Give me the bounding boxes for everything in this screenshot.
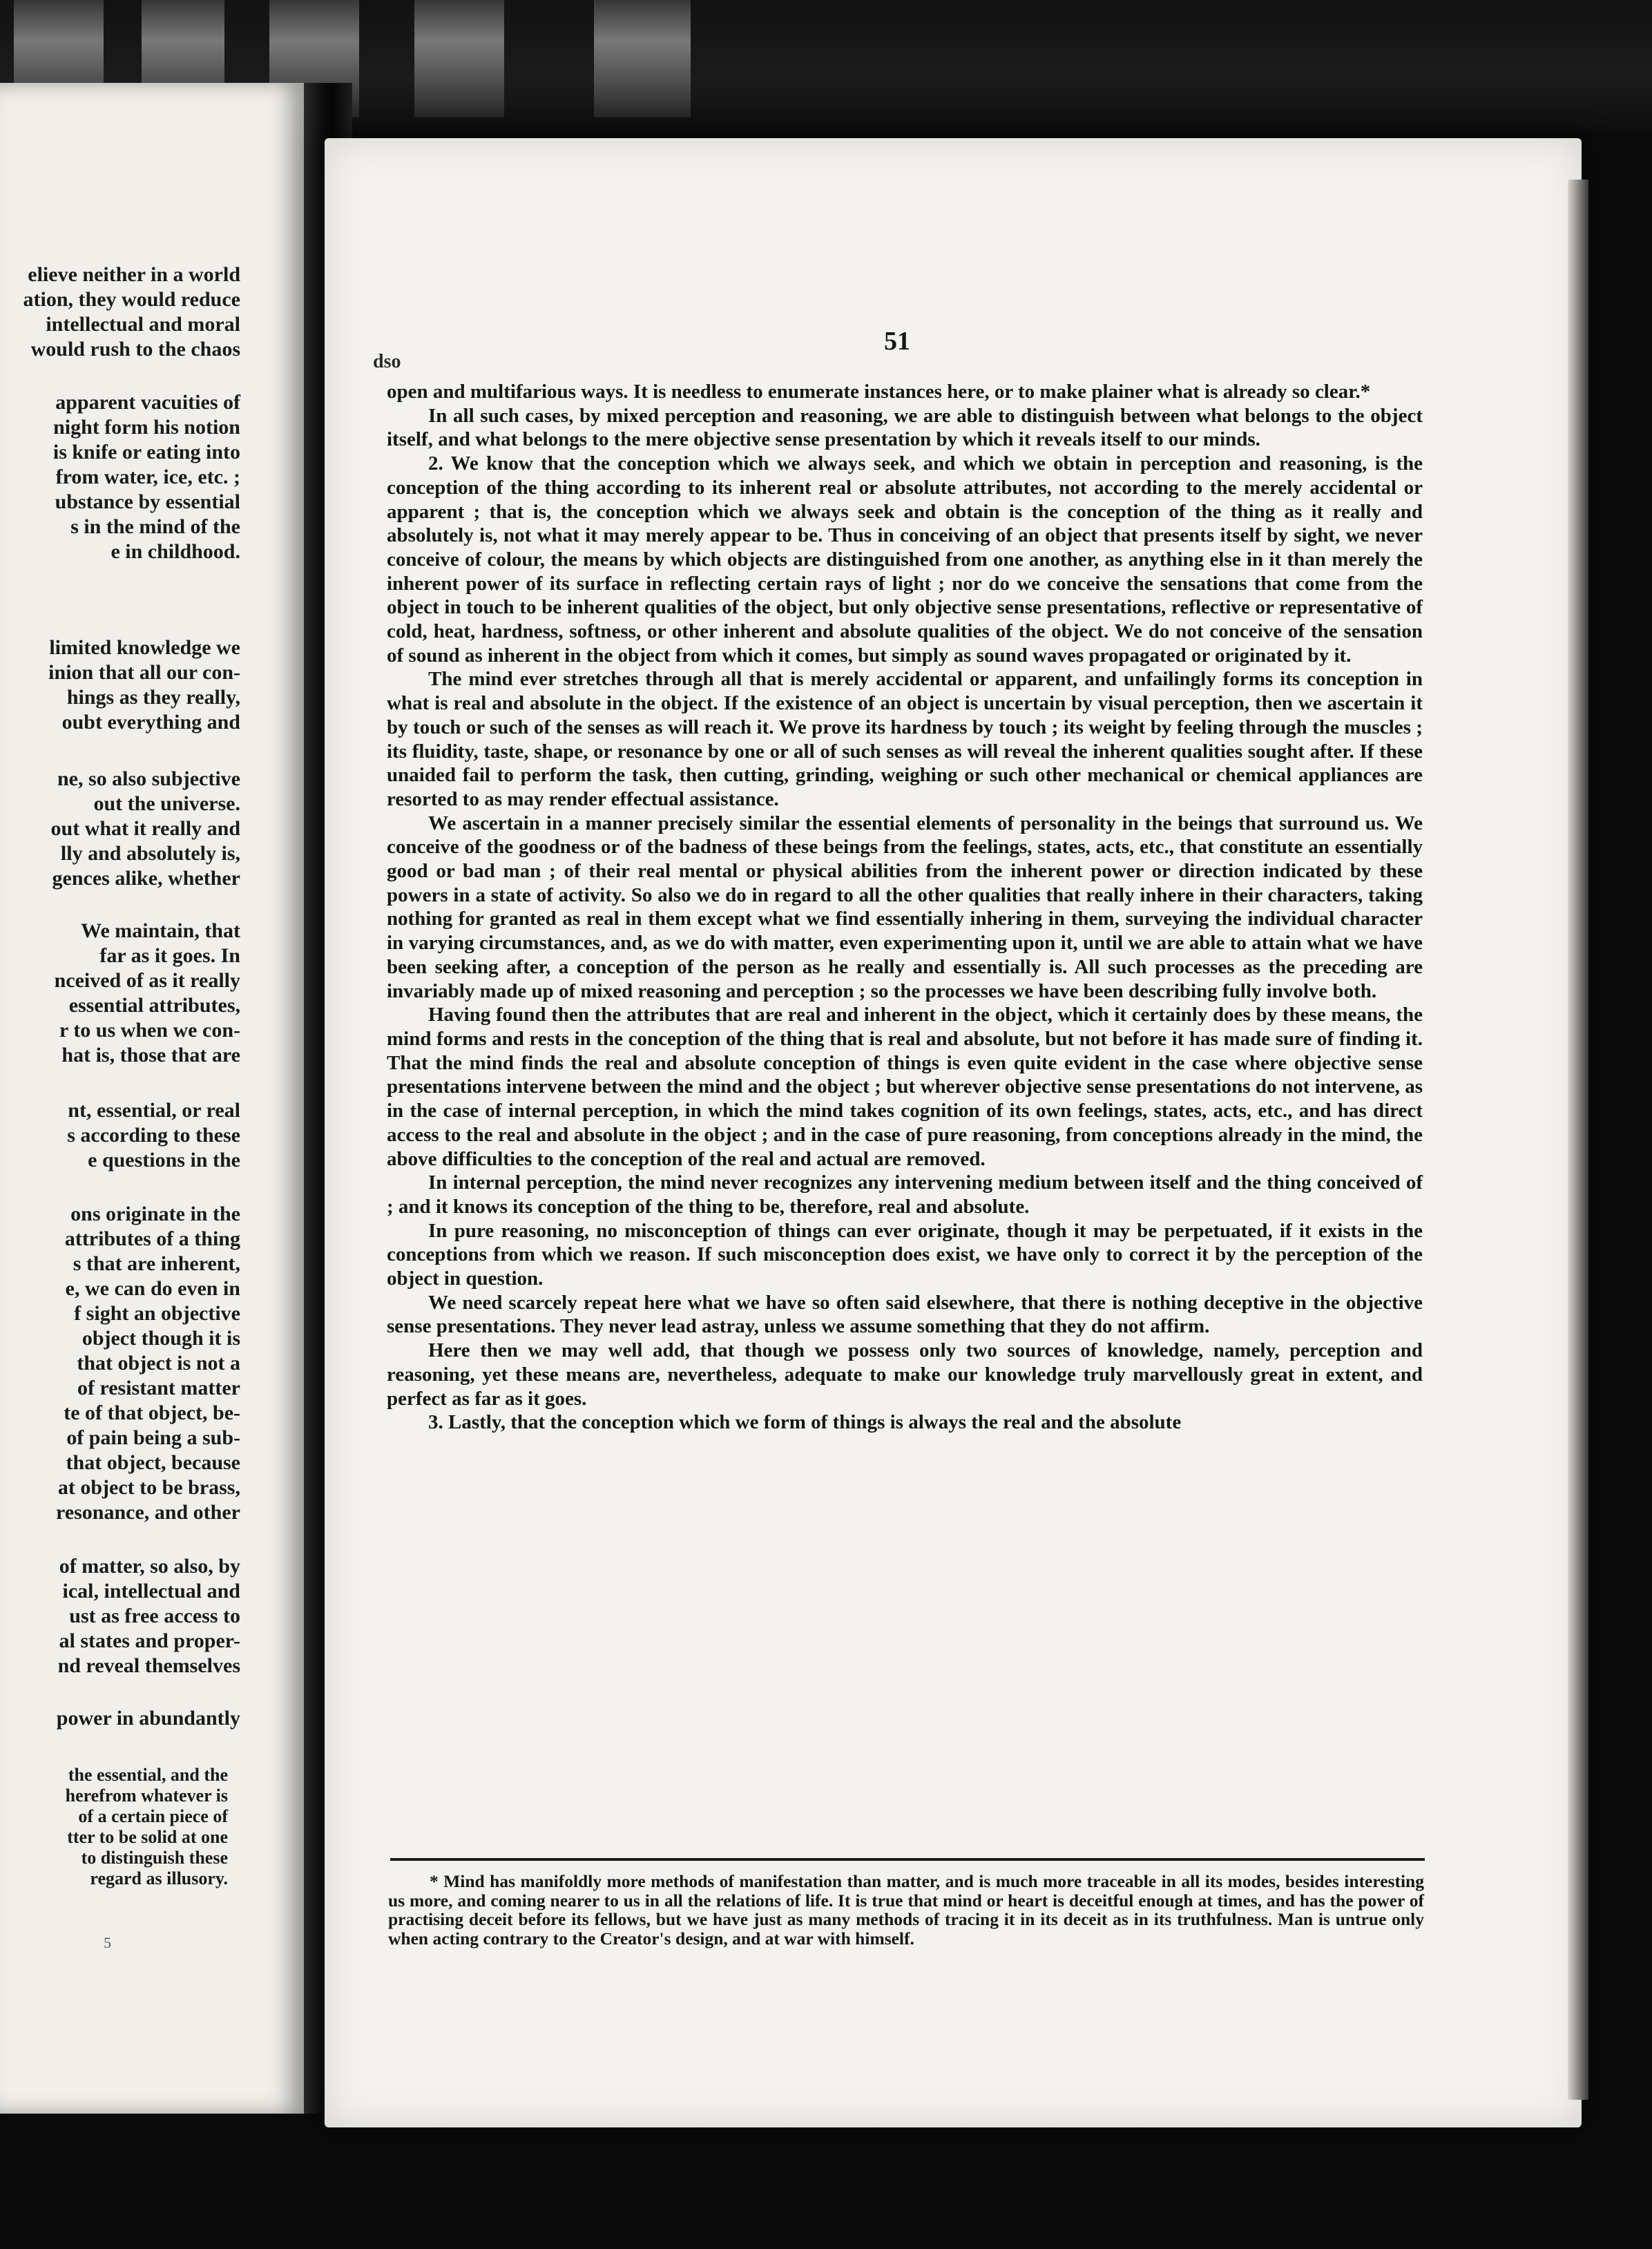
facing-page-line: e in childhood. [111,540,240,563]
facing-page-line: the essential, and the [68,1765,228,1785]
paragraph: In pure reasoning, no misconception of things can ever originate, though it may be perpetuated, if it exists in the conceptions from which we reason. If such misconception does exist, we have only to correct it by the perception of the object in question. [387,1219,1423,1290]
paragraph: We ascertain in a manner precisely similar the essential elements of personality in the beings that surround us. We conceive of the goodness or of the badness of these beings from the feelings, states, acts, etc., that constitute an essentially good or bad man ; of their real mental or physical abilities from the inherent power or direction indicated by these powers in a state of activity. So also we do in regard to all the other qualities that really inhere in their characters, taking nothing for granted as real in them except what we find essentially inhering in them, surveying the individual character in varying circumstances, and, as we do with matter, even experimenting upon it, until we are able to attain what we have been seeking after, a conception of the person as he really and essentially is. All such processes as the preceding are invariably made up of mixed reasoning and perception ; so the processes we have been describing fully involve both. [387,812,1423,1002]
facing-page-line: s in the mind of the [70,515,240,538]
paragraph: Here then we may well add, that though we possess only two sources of knowledge, namely, perception and reasoning, yet these means are, nevertheless, adequate to make our knowledge truly marvellously great in extent, and perfect as far as it goes. [387,1339,1423,1410]
facing-page-line: of a certain piece of [78,1806,228,1826]
body-text [387,380,1423,1435]
facing-page-line: intellectual and moral [46,313,240,336]
facing-page-line: te of that object, be- [64,1401,240,1424]
facing-page-line: gences alike, whether [52,867,240,890]
facing-page-line: s according to these [67,1124,240,1147]
facing-page-line: object though it is [81,1327,240,1350]
facing-page-line: herefrom whatever is [65,1786,228,1806]
facing-page-line: lly and absolutely is, [60,842,240,865]
paragraph: In all such cases, by mixed perception and reasoning, we are able to distinguish between what belongs to the object itself, and what belongs to the mere objective sense presentation by which it reveals itself to our minds. [387,404,1423,451]
facing-page-line: e questions in the [88,1149,240,1171]
facing-page-line: tter to be solid at one [67,1827,228,1847]
facing-page-line: that object, because [66,1451,240,1474]
facing-page-line: regard as illusory. [90,1868,228,1888]
facing-page-line: far as it goes. In [99,944,240,967]
binding-tape [594,0,691,117]
facing-page-line: hings as they really, [66,686,240,709]
facing-page-line: ubstance by essential [55,490,240,513]
facing-page-line: ne, so also subjective [57,767,240,790]
facing-page-line: inion that all our con- [48,661,240,684]
paragraph: Having found then the attributes that are real and inherent in the object, which it certainly does by these means, the mind forms and rests in the conception of the thing that is real and absolute, but not before it has made sure of finding it. That the mind finds the real and absolute conception of things is even quite evident in the case where objective sense presentations intervene between the mind and the object ; but wherever objective sense presentations do not intervene, as in the case of internal perception, in which the mind takes cognition of its own feelings, states, acts, etc., and has direct access to the real and absolute in the object ; and in the case of pure reasoning, from conceptions already in the mind, the above difficulties to the conception of the real and actual are removed. [387,1004,1423,1170]
facing-page-line: resonance, and other [56,1501,240,1524]
facing-page-line: We maintain, that [81,919,240,942]
facing-page-line: that object is not a [77,1352,240,1375]
facing-page-line: f sight an objective [74,1302,240,1325]
facing-page-line: is knife or eating into [52,441,240,463]
facing-page-line: of matter, so also, by [59,1555,240,1578]
facing-page-line: nceived of as it really [54,969,240,992]
facing-page-line: hat is, those that are [61,1044,240,1066]
binding-tape [414,0,504,117]
facing-page-line: s that are inherent, [73,1252,240,1275]
facing-page-line: of resistant matter [77,1377,240,1399]
facing-page-line: to distinguish these [81,1848,228,1868]
facing-page-line: essential attributes, [68,994,240,1017]
paragraph: 2. We know that the conception which we always seek, and which we obtain in perception and reasoning, is the conception of the thing according to its inherent real or absolute attributes, not according to the merely accidental or apparent ; that is, the conception which we always seek and obtain is the conception of the thing as it really and absolutely is, not what it may merely appear to be. Thus in conceiving of an object that presents itself by sight, we never conceive of colour, the means by which objects are distinguished from one another, as anything else in it than merely the inherent power of its surface in reflecting certain rays of light ; nor do we conceive the sensations that come from the object in touch to be inherent qualities of the object, but only objective sense presentations, reflective or representative of cold, heat, hardness, softness, or other inherent and absolute qualities of the object. We do not conceive of the sensation of sound as inherent in the object from which it comes, but simply as sound waves propagated or originated by it. [387,452,1423,667]
footnote-rule [390,1858,1425,1861]
facing-page-line: power in abundantly [56,1707,240,1730]
facing-page-line: ust as free access to [69,1605,240,1627]
facing-page-line: elieve neither in a world [28,263,240,286]
facing-page-line: limited knowledge we [49,636,240,659]
facing-page-line: attributes of a thing [64,1227,240,1250]
page-number: 51 [884,327,910,356]
facing-page-line: would rush to the chaos [30,338,240,361]
footnote: * Mind has manifoldly more methods of manifestation than matter, and is much more traceable in all its modes, besides interesting us more, and coming nearer to us in all the relations of life. It is true that mind or heart is deceitful enough at times, and has the power of practising deceit before its fellows, but we have just as many methods of tracing it in its deceit as in its truthfulness. Man is untrue only when acting contrary to the Creator's design, and at war with himself. [388,1871,1424,1949]
facing-page-line: out what it really and [50,817,240,840]
facing-page-line: oubt everything and [61,711,240,734]
facing-page-line: nt, essential, or real [68,1099,240,1122]
facing-page-line: from water, ice, etc. ; [55,466,240,488]
paragraph: open and multifarious ways. It is needless to enumerate instances here, or to make plainer what is already so clear.* [387,381,1371,403]
facing-page-line: out the universe. [93,792,240,815]
handwritten-annotation: dso [373,351,401,372]
facing-page-line: ation, they would reduce [23,288,240,311]
facing-page-fragment [0,83,304,2114]
facing-page-line: ical, intellectual and [62,1580,240,1602]
page-edge [1568,180,1588,2100]
paragraph: In internal perception, the mind never recognizes any intervening medium between itself and the thing conceived of ; and it knows its conception of the thing to be, therefore, real and absolute. [387,1171,1423,1218]
facing-page-line: ons originate in the [70,1203,240,1225]
paragraph: We need scarcely repeat here what we have so often said elsewhere, that there is nothing deceptive in the objective sense presentations. They never lead astray, unless we assume something that they do not affirm. [387,1291,1423,1338]
facing-page-line: of pain being a sub- [66,1426,240,1449]
facing-page-line: at object to be brass, [57,1476,240,1499]
facing-page-line: apparent vacuities of [55,391,240,414]
facing-page-line: nd reveal themselves [57,1654,240,1677]
paragraph: 3. Lastly, that the conception which we form of things is always the real and the absolute [428,1411,1182,1434]
facing-page-line: r to us when we con- [59,1019,240,1042]
facing-page-mark: 5 [104,1934,111,1951]
facing-page-line: e, we can do even in [65,1277,240,1300]
paragraph: The mind ever stretches through all that is merely accidental or apparent, and unfailingly forms its conception in what is real and absolute in the object. If the existence of an object is uncertain by visual perception, then we ascertain it by touch or such of the senses as will reach it. We prove its hardness by touch ; its weight by feeling through the muscles ; its fluidity, taste, shape, or resonance by one or all of such senses as will reveal the inherent qualities sought after. If these unaided fail to perform the task, then cutting, grinding, weighing or such other mechanical or chemical appliances are resorted to as may render effectual assistance. [387,668,1423,810]
facing-page-line: night form his notion [53,416,240,439]
facing-page-line: al states and proper- [59,1629,240,1652]
